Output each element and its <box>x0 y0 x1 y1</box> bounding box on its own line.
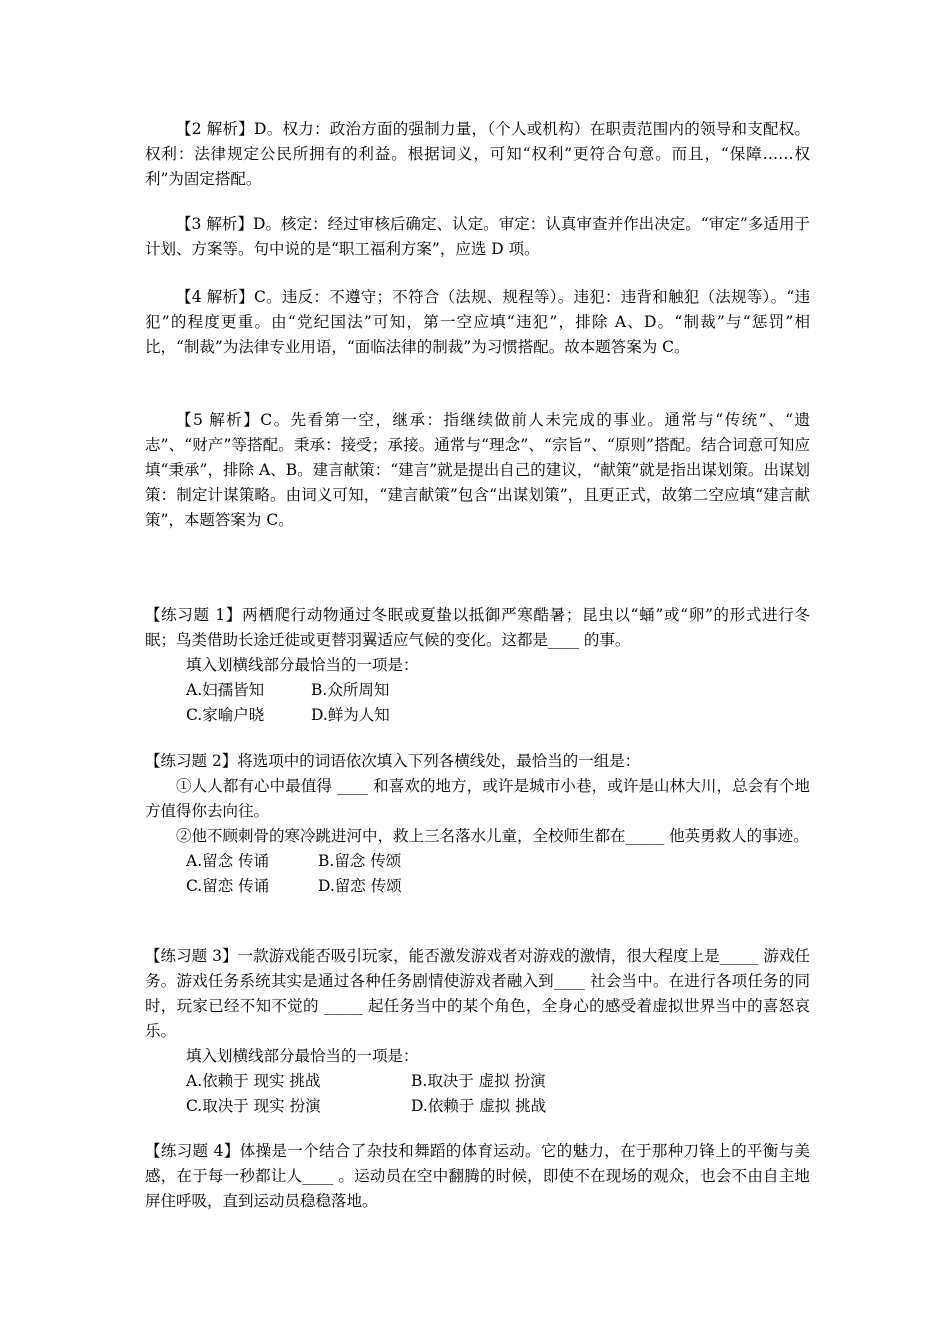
analysis-2 <box>145 117 810 192</box>
option-d: D.依赖于 虚拟 挑战 <box>411 1097 547 1115</box>
option-d: D.留恋 传颂 <box>318 877 402 895</box>
option-b: B.取决于 虚拟 扮演 <box>411 1072 546 1090</box>
exercise-stem: 【练习题 3】一款游戏能否吸引玩家，能否激发游戏者对游戏的激情，很大程度上是_____ 游戏任务。游戏任务系统其实是通过各种任务剧情使游戏者融入到____ 社会当中。在进行各项任务的同时，玩家已经不知不觉的 _____ 起任务当中的某个角色，全身心的感受着虚拟世界当中的喜怒哀乐。 <box>145 947 810 1040</box>
exercise-sentence: ①人人都有心中最值得 ____ 和喜欢的地方，或许是城市小巷，或许是山林大川，总会有个地方值得你去向往。 <box>145 777 810 820</box>
options <box>145 1069 810 1119</box>
option-c: C.取决于 现实 扮演 <box>186 1097 321 1115</box>
options <box>145 678 810 728</box>
exercise-2 <box>145 749 810 899</box>
option-c: C.留恋 传诵 <box>186 877 270 895</box>
option-b: B.众所周知 <box>311 681 390 699</box>
exercise-prompt: 填入划横线部分最恰当的一项是： <box>186 1047 419 1065</box>
analysis-text: 【2 解析】D。权力：政治方面的强制力量，（个人或机构）在职责范围内的领导和支配权。权利：法律规定公民所拥有的利益。根据词义，可知“权利”更符合句意。而且，“保障……权利”为固定搭配。 <box>145 120 810 188</box>
option-a: A.依赖于 现实 挑战 <box>186 1072 321 1090</box>
exercise-3 <box>145 944 810 1119</box>
option-a: A.留念 传诵 <box>186 852 270 870</box>
exercise-stem: 【练习题 1】两栖爬行动物通过冬眠或夏蛰以抵御严寒酷暑；昆虫以“蛹”或“卵”的形式进行冬眠；鸟类借助长途迁徙或更替羽翼适应气候的变化。这都是____ 的事。 <box>145 606 810 649</box>
analysis-text: 【5 解析】C。先看第一空，继承：指继续做前人未完成的事业。通常与“传统”、“遗志”、“财产”等搭配。秉承：接受；承接。通常与“理念”、“宗旨”、“原则”搭配。结合词意可知应填“秉承”，排除 A、B。建言献策：“建言”就是提出自己的建议，“献策”就是指出谋划策。出谋划策：制定计谋策略。由词义可知，“建言献策”包含“出谋划策”，且更正式，故第二空应填“建言献策”，本题答案为 C。 <box>145 411 810 529</box>
exercise-4 <box>145 1139 810 1214</box>
exercise-stem: 【练习题 4】体操是一个结合了杂技和舞蹈的体育运动。它的魅力，在于那种刀锋上的平衡与美感，在于每一秒都让人____ 。运动员在空中翻腾的时候，即使不在现场的观众，也会不由自主地屏住呼吸，直到运动员稳稳落地。 <box>145 1142 810 1210</box>
analysis-text: 【3 解析】D。核定：经过审核后确定、认定。审定：认真审查并作出决定。“审定”多适用于计划、方案等。句中说的是“职工福利方案”，应选 D 项。 <box>145 215 810 258</box>
analysis-4 <box>145 285 810 360</box>
analysis-text: 【4 解析】C。违反：不遵守；不符合（法规、规程等）。违犯：违背和触犯（法规等）。“违犯”的程度更重。由“党纪国法”可知，第一空应填“违犯”，排除 A、D。“制裁”与“惩罚”相比，“制裁”为法律专业用语，“面临法律的制裁”为习惯搭配。故本题答案为 C。 <box>145 288 810 356</box>
option-b: B.留念 传颂 <box>318 852 402 870</box>
exercise-1 <box>145 603 810 728</box>
options <box>145 849 810 899</box>
option-a: A.妇孺皆知 <box>186 681 265 699</box>
option-c: C.家喻户晓 <box>186 706 265 724</box>
exercise-sentence: ②他不顾刺骨的寒冷跳进河中，救上三名落水儿童，全校师生都在_____ 他英勇救人的事迹。 <box>176 827 809 845</box>
analysis-3 <box>145 212 810 262</box>
analysis-5 <box>145 408 810 533</box>
exercise-prompt: 填入划横线部分最恰当的一项是： <box>186 656 419 674</box>
exercise-stem: 【练习题 2】将选项中的词语依次填入下列各横线处，最恰当的一组是： <box>145 752 641 770</box>
option-d: D.鲜为人知 <box>311 706 390 724</box>
